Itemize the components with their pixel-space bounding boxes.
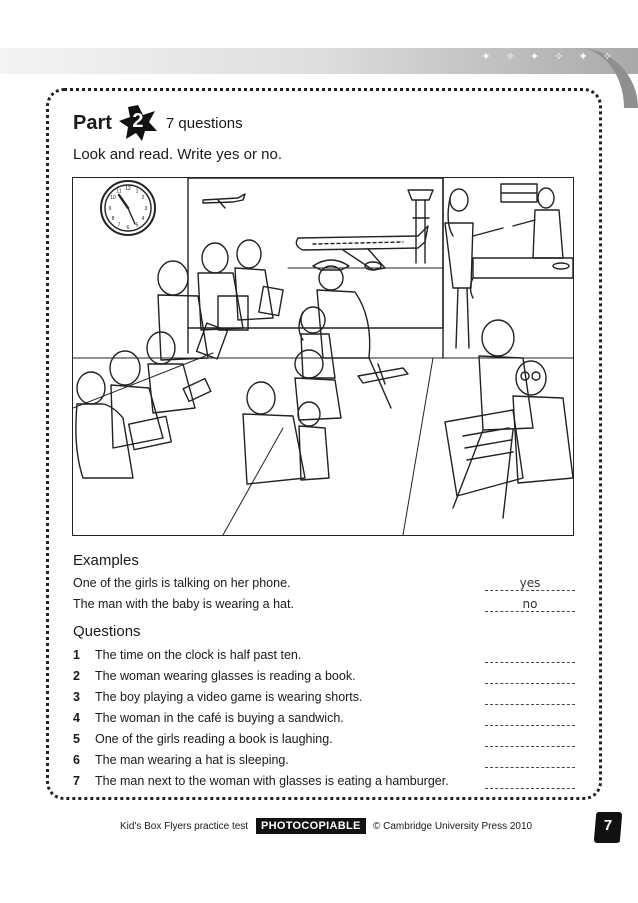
woman-at-cafe — [445, 189, 503, 348]
answer-line[interactable] — [485, 711, 575, 726]
woman-with-newspaper — [445, 361, 573, 496]
clock-numeral: 1 — [135, 188, 139, 195]
question-number: 5 — [73, 732, 80, 746]
photocopiable-badge: PHOTOCOPIABLE — [256, 818, 366, 834]
clock-numeral: 4 — [141, 216, 145, 222]
question-number: 3 — [73, 690, 80, 704]
question-text: The man wearing a hat is sleeping. — [95, 753, 289, 767]
answer-line[interactable] — [485, 774, 575, 789]
question-text: One of the girls reading a book is laughing. — [95, 732, 333, 746]
seated-passengers-left — [76, 261, 228, 478]
boy-with-toy-plane — [295, 350, 408, 420]
question-item — [73, 690, 575, 708]
examples-heading: Examples — [73, 552, 139, 569]
questions-heading: Questions — [73, 623, 141, 640]
page-number: 7 — [603, 817, 613, 834]
cafe-counter — [471, 184, 574, 298]
airport-window — [188, 178, 443, 328]
copyright-text: © Cambridge University Press 2010 — [373, 821, 533, 832]
control-tower — [408, 190, 433, 263]
example-text: One of the girls is talking on her phone. — [73, 576, 291, 590]
girl-on-phone — [299, 307, 335, 378]
part-number-badge — [118, 105, 158, 141]
question-number: 7 — [73, 774, 80, 788]
clock-numeral: 2 — [141, 195, 145, 201]
example-text: The man with the baby is wearing a hat. — [73, 597, 294, 611]
part-number: 2 — [132, 110, 144, 132]
example-answer: yes — [485, 576, 575, 591]
question-count: 7 questions — [165, 114, 243, 132]
clock-numeral: 5 — [135, 222, 139, 229]
question-item — [73, 774, 575, 792]
clock-numeral: 7 — [117, 222, 121, 229]
question-number: 1 — [73, 648, 80, 662]
question-text: The woman in the café is buying a sandwich. — [95, 711, 344, 725]
question-number: 4 — [73, 711, 80, 725]
page-number-badge — [593, 810, 623, 844]
wall-clock — [101, 181, 155, 235]
example-item — [73, 576, 575, 594]
answer-line[interactable] — [485, 690, 575, 705]
answer-line[interactable] — [485, 732, 575, 747]
clock-numeral: 3 — [144, 206, 148, 212]
question-item — [73, 711, 575, 729]
decorative-stars-icon: ✦ ✧ ✦ ✧ ✦ ✧ — [481, 51, 618, 63]
answer-line[interactable] — [485, 753, 575, 768]
answer-line[interactable] — [485, 648, 575, 663]
answer-line[interactable] — [485, 669, 575, 684]
clock-numeral: 6 — [126, 225, 130, 231]
part-heading — [73, 108, 243, 138]
clock-numeral: 12 — [125, 186, 131, 192]
example-answer: no — [485, 597, 575, 612]
man-with-baby — [243, 382, 329, 484]
airplane-runway — [288, 226, 443, 270]
question-text: The time on the clock is half past ten. — [95, 648, 302, 662]
question-text: The boy playing a video game is wearing shorts. — [95, 690, 363, 704]
question-number: 2 — [73, 669, 80, 683]
footer — [0, 818, 638, 838]
airplane-sky — [203, 194, 245, 208]
cafe-worker — [513, 188, 563, 258]
question-text: The woman wearing glasses is reading a book. — [95, 669, 356, 683]
part-label: Part — [73, 111, 112, 134]
footer-title: Kid's Box Flyers practice test — [120, 821, 249, 832]
question-item — [73, 732, 575, 750]
seated-passengers-back — [198, 240, 283, 330]
question-item — [73, 648, 575, 666]
clock-numeral: 11 — [116, 188, 122, 195]
clock-numeral: 10 — [110, 195, 116, 201]
clock-numeral: 9 — [108, 206, 112, 212]
waiting-room-illustration — [72, 177, 574, 536]
example-item — [73, 597, 575, 615]
question-item — [73, 669, 575, 687]
question-text: The man next to the woman with glasses is eating a hamburger. — [95, 774, 449, 788]
question-item — [73, 753, 575, 771]
instruction: Look and read. Write yes or no. — [73, 146, 283, 163]
question-number: 6 — [73, 753, 80, 767]
clock-numeral: 8 — [111, 216, 115, 222]
